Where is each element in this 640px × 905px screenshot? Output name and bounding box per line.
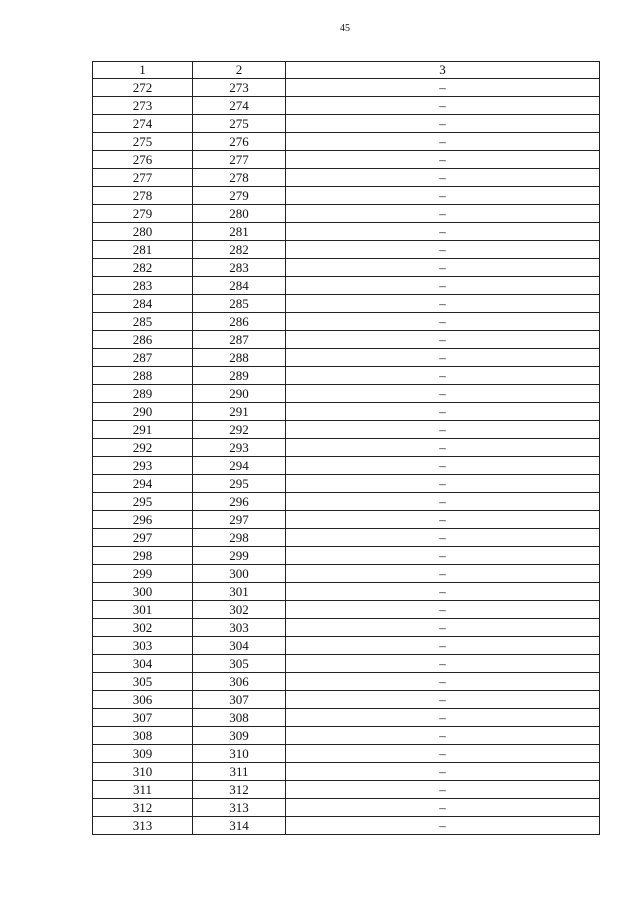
table-cell-col-1: 288 [93,367,193,385]
table-cell-col-2: 309 [193,727,286,745]
page-number: 45 [340,23,350,34]
table-cell-col-3: – [286,691,600,709]
table-row [93,115,600,133]
table-row [93,169,600,187]
table-row [93,745,600,763]
table-row [93,223,600,241]
table-cell-col-3: – [286,295,600,313]
table-cell-col-3: – [286,403,600,421]
table-cell-col-2: 286 [193,313,286,331]
table-row [93,367,600,385]
table-cell-col-3: – [286,223,600,241]
table-cell-col-2: 274 [193,97,286,115]
table-cell-col-3: – [286,205,600,223]
table-cell-col-1: 273 [93,97,193,115]
table-cell-col-1: 295 [93,493,193,511]
table-cell-col-3: – [286,637,600,655]
table-row [93,763,600,781]
table-cell-col-1: 278 [93,187,193,205]
table-cell-col-3: – [286,745,600,763]
table-cell-col-3: – [286,493,600,511]
table-cell-col-1: 303 [93,637,193,655]
table-row [93,421,600,439]
table-cell-col-3: – [286,781,600,799]
table-cell-col-2: 288 [193,349,286,367]
table-row [93,277,600,295]
table-cell-col-3: – [286,565,600,583]
table-cell-col-1: 306 [93,691,193,709]
table-body [93,79,600,835]
table-cell-col-1: 293 [93,457,193,475]
table-cell-col-1: 313 [93,817,193,835]
table-row [93,601,600,619]
table-cell-col-3: – [286,601,600,619]
table-cell-col-3: – [286,421,600,439]
table-cell-col-3: – [286,349,600,367]
table-row [93,565,600,583]
table-row [93,547,600,565]
table-cell-col-2: 290 [193,385,286,403]
table-cell-col-1: 276 [93,151,193,169]
table-cell-col-2: 308 [193,709,286,727]
table-row [93,799,600,817]
table-row [93,691,600,709]
table-cell-col-3: – [286,367,600,385]
table-row [93,817,600,835]
table-cell-col-2: 310 [193,745,286,763]
table-cell-col-2: 280 [193,205,286,223]
table-cell-col-3: – [286,727,600,745]
table-cell-col-2: 301 [193,583,286,601]
table-cell-col-1: 292 [93,439,193,457]
table-row [93,259,600,277]
table-cell-col-2: 313 [193,799,286,817]
table-cell-col-2: 303 [193,619,286,637]
table-cell-col-3: – [286,115,600,133]
table-cell-col-1: 285 [93,313,193,331]
table-row [93,97,600,115]
table-row [93,673,600,691]
table-cell-col-2: 297 [193,511,286,529]
table-cell-col-3: – [286,547,600,565]
table-cell-col-2: 312 [193,781,286,799]
table-cell-col-1: 298 [93,547,193,565]
table-cell-col-3: – [286,241,600,259]
table-row [93,295,600,313]
table-row [93,511,600,529]
table-cell-col-3: – [286,457,600,475]
table-cell-col-3: – [286,259,600,277]
table-cell-col-1: 280 [93,223,193,241]
table-cell-col-2: 299 [193,547,286,565]
table-cell-col-3: – [286,817,600,835]
table-cell-col-3: – [286,709,600,727]
table-row [93,655,600,673]
table-cell-col-3: – [286,511,600,529]
table-cell-col-2: 293 [193,439,286,457]
table-cell-col-2: 294 [193,457,286,475]
table-cell-col-2: 296 [193,493,286,511]
table-cell-col-2: 284 [193,277,286,295]
table-cell-col-2: 306 [193,673,286,691]
table-cell-col-1: 287 [93,349,193,367]
table-row [93,403,600,421]
table-cell-col-2: 279 [193,187,286,205]
table-row [93,331,600,349]
table-cell-col-3: – [286,277,600,295]
table-cell-col-1: 275 [93,133,193,151]
table-cell-col-3: – [286,799,600,817]
table-cell-col-1: 310 [93,763,193,781]
table-cell-col-2: 291 [193,403,286,421]
table-cell-col-1: 311 [93,781,193,799]
table-cell-col-3: – [286,655,600,673]
table-row [93,529,600,547]
table-cell-col-3: – [286,619,600,637]
table-cell-col-1: 279 [93,205,193,223]
table-cell-col-1: 297 [93,529,193,547]
table-cell-col-3: – [286,475,600,493]
table-cell-col-2: 273 [193,79,286,97]
table-cell-col-2: 305 [193,655,286,673]
table-cell-col-2: 300 [193,565,286,583]
table-row [93,619,600,637]
table-cell-col-3: – [286,385,600,403]
table-row [93,475,600,493]
table-cell-col-1: 284 [93,295,193,313]
table-cell-col-1: 289 [93,385,193,403]
table-cell-col-2: 282 [193,241,286,259]
table-row [93,637,600,655]
table-cell-col-3: – [286,97,600,115]
table-cell-col-2: 302 [193,601,286,619]
table-cell-col-2: 276 [193,133,286,151]
table-cell-col-1: 296 [93,511,193,529]
table-row [93,457,600,475]
table-cell-col-3: – [286,133,600,151]
table-cell-col-3: – [286,583,600,601]
table-row [93,205,600,223]
table-cell-col-1: 308 [93,727,193,745]
table-row [93,493,600,511]
table-cell-col-1: 301 [93,601,193,619]
table-cell-col-2: 277 [193,151,286,169]
table-cell-col-1: 307 [93,709,193,727]
table-row [93,583,600,601]
column-header-1: 1 [93,62,193,79]
table-row [93,79,600,97]
table-cell-col-1: 283 [93,277,193,295]
table-cell-col-2: 275 [193,115,286,133]
table-cell-col-2: 285 [193,295,286,313]
table-cell-col-2: 314 [193,817,286,835]
table-row [93,187,600,205]
table-cell-col-1: 272 [93,79,193,97]
table-cell-col-1: 282 [93,259,193,277]
table-cell-col-2: 281 [193,223,286,241]
table-cell-col-1: 274 [93,115,193,133]
table-cell-col-1: 294 [93,475,193,493]
column-header-3: 3 [286,62,600,79]
table-cell-col-2: 292 [193,421,286,439]
table-cell-col-2: 311 [193,763,286,781]
table-cell-col-1: 299 [93,565,193,583]
table-cell-col-1: 300 [93,583,193,601]
table-row [93,313,600,331]
table-row [93,439,600,457]
table-cell-col-3: – [286,169,600,187]
table-row [93,151,600,169]
table-row [93,349,600,367]
table-cell-col-1: 305 [93,673,193,691]
table-cell-col-2: 283 [193,259,286,277]
table-cell-col-3: – [286,187,600,205]
table-cell-col-2: 278 [193,169,286,187]
table-cell-col-2: 304 [193,637,286,655]
table-cell-col-3: – [286,313,600,331]
table-cell-col-2: 289 [193,367,286,385]
table-cell-col-3: – [286,529,600,547]
table-cell-col-3: – [286,79,600,97]
table-row [93,727,600,745]
table-cell-col-1: 309 [93,745,193,763]
table-cell-col-3: – [286,673,600,691]
table-row [93,385,600,403]
table-row [93,133,600,151]
table-cell-col-1: 290 [93,403,193,421]
table-cell-col-2: 287 [193,331,286,349]
table-cell-col-1: 304 [93,655,193,673]
table-cell-col-3: – [286,439,600,457]
table-cell-col-1: 281 [93,241,193,259]
table-cell-col-2: 307 [193,691,286,709]
table-cell-col-2: 295 [193,475,286,493]
table-cell-col-3: – [286,151,600,169]
data-table [92,61,600,835]
table-cell-col-1: 291 [93,421,193,439]
table-cell-col-2: 298 [193,529,286,547]
table-cell-col-1: 312 [93,799,193,817]
table-cell-col-3: – [286,331,600,349]
table-cell-col-1: 286 [93,331,193,349]
table-row [93,241,600,259]
table-cell-col-1: 277 [93,169,193,187]
table-header-row [93,62,600,79]
table-row [93,709,600,727]
table-cell-col-3: – [286,763,600,781]
column-header-2: 2 [193,62,286,79]
table-row [93,781,600,799]
table-cell-col-1: 302 [93,619,193,637]
